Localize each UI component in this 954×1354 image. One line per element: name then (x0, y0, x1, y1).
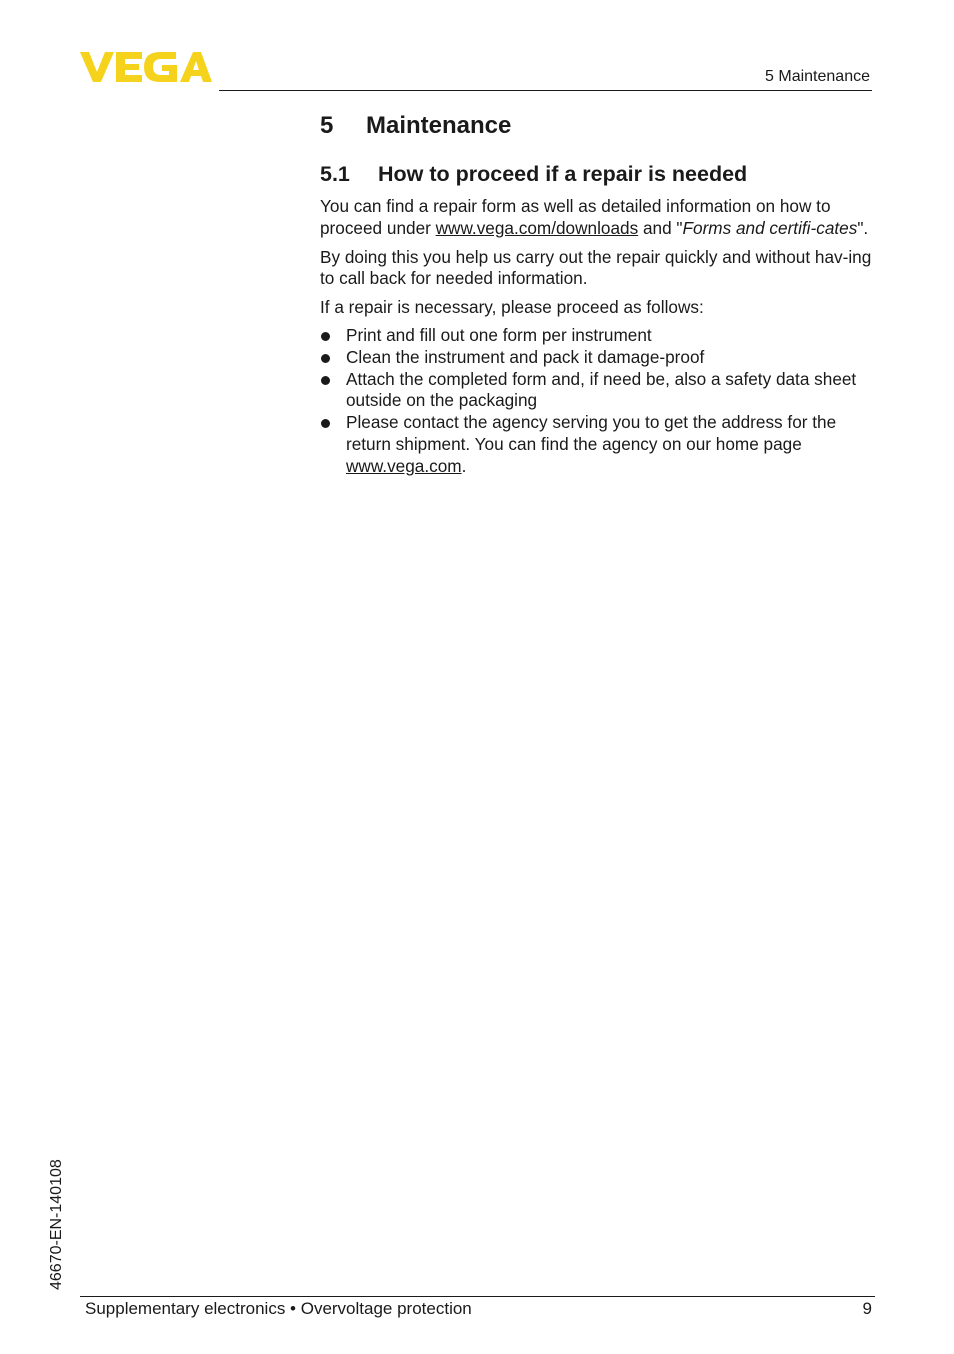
section-heading (320, 108, 875, 144)
footer-rule (80, 1296, 875, 1297)
paragraph-repair-form (320, 196, 875, 240)
list-item-text: Print and fill out one form per instrument (346, 324, 652, 345)
list-item (320, 347, 875, 369)
list-item-text: Clean the instrument and pack it damage-proof (346, 346, 705, 367)
list-item (320, 369, 875, 413)
repair-steps-list (320, 325, 875, 478)
paragraph-procedure-intro: If a repair is necessary, please proceed as follows: (320, 297, 704, 318)
paragraph-text: and " (638, 217, 683, 238)
bullet-icon (321, 376, 330, 385)
paragraph-benefit: By doing this you help us carry out the repair quickly and without hav-ing to call back for needed information. (320, 246, 872, 289)
list-item (320, 412, 875, 477)
bullet-icon (321, 419, 330, 428)
list-item-text: Please contact the agency serving you to get the address for the return shipment. You can find the agency on our home page (346, 412, 837, 454)
list-item-text: Attach the completed form and, if need be, also a safety data sheet outside on the packaging (346, 368, 857, 411)
paragraph-text: You can find a repair form as well as detailed information on how to proceed under (320, 196, 831, 238)
list-item (320, 325, 875, 347)
subsection-heading (320, 158, 875, 190)
homepage-link[interactable]: www.vega.com (346, 455, 462, 476)
section-number: 5 (320, 112, 334, 139)
bullet-icon (321, 332, 330, 341)
downloads-link[interactable]: www.vega.com/downloads (435, 217, 639, 238)
subsection-number: 5.1 (320, 162, 350, 186)
paragraph-text: ". (857, 217, 869, 238)
footer-title: Supplementary electronics • Overvoltage protection (85, 1299, 472, 1318)
document-code: 46670-EN-140108 (48, 1159, 65, 1290)
list-item-text: . (461, 455, 467, 476)
vega-logo (80, 50, 212, 84)
main-content (320, 108, 875, 478)
section-title: Maintenance (366, 112, 512, 139)
forms-certificates-label: Forms and certifi-cates (682, 217, 858, 238)
running-head: 5 Maintenance (765, 68, 870, 85)
header-rule (219, 90, 872, 91)
subsection-title: How to proceed if a repair is needed (378, 162, 748, 186)
page-number: 9 (862, 1299, 872, 1318)
bullet-icon (321, 354, 330, 363)
